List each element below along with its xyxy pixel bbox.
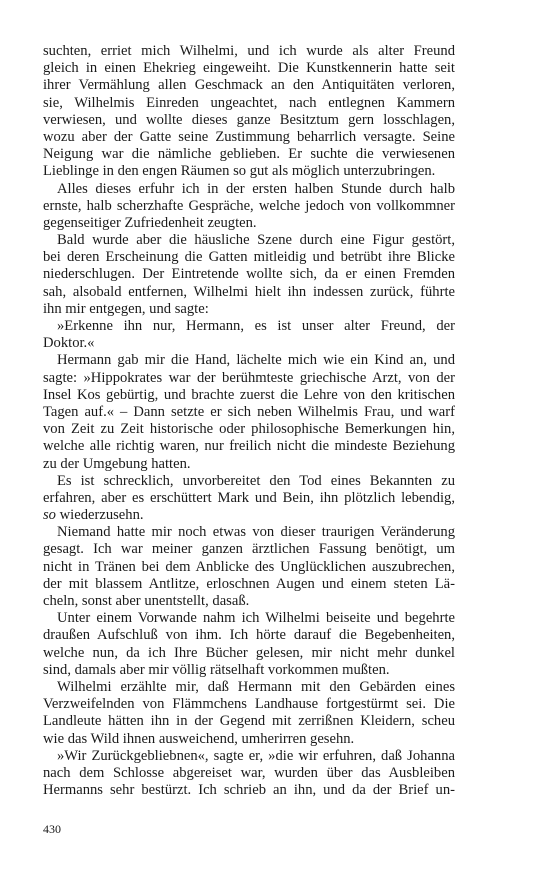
text-line: cheln, sonst aber unentstellt, dasaß. (43, 593, 250, 609)
text-line: Insel Kos gebürtig, und brachte zuerst die Lehre von den kritischen (43, 386, 455, 403)
text-line: suchten, erriet mich Wilhelmi, und ich wurde als alter Freund (43, 43, 455, 59)
text-line: welche alle richtig waren, nur freilich nicht die mindeste Beziehung (43, 438, 455, 455)
text-line: zu der Umgebung hatten. (43, 455, 191, 472)
text-line: Hermanns sehr bestürzt. Ich schrieb an ihn, und da der Brief un- (43, 782, 455, 799)
text-line: sind, damals aber mir völlig rätselhaft vorkommen mußten. (43, 661, 390, 678)
text-line: sagte: »Hippokrates war der berühmteste griechische Arzt, von der (43, 369, 455, 386)
text-line: verwiesen, und wollte dieses ganze Besitztum gern losschlagen, (43, 111, 455, 128)
text-line: Unter einem Vorwande nahm ich Wilhelmi beiseite und begehrte (57, 610, 455, 627)
text-line: sie, Wilhelmis Einreden ungeachtet, nach entlegnen Kammern (43, 94, 455, 111)
text-line: welche nun, da ich Ihre Bücher gelesen, mir nicht mehr dunkel (43, 644, 455, 661)
text-line: niederschlugen. Der Eintretende wollte sich, da er einen Fremden (43, 266, 455, 283)
text-line: Hermann gab mir die Hand, lächelte mich wie ein Kind an, und (57, 352, 455, 369)
text-line: Lieblinge in den engen Räumen so gut als möglich unterzubringen. (43, 163, 436, 180)
text-line: gleich in einen Ehekrieg eingeweiht. Die Kunstkennerin hatte seit (43, 60, 455, 77)
text-line (43, 507, 455, 524)
text-line: der mit blassem Antlitze, erloschnen Augen und einem steten Lä- (43, 575, 455, 592)
text-line: wie das Wild ihnen ausweichend, umherirren gesehn. (43, 730, 355, 747)
text-line: von Zeit zu Zeit historische oder philosophische Bemerkungen hin, (43, 421, 455, 438)
text-line: ernste, halb scherzhafte Gespräche, welche jedoch von vollkommner (43, 197, 455, 214)
text-line: Verzweifelnden von Flämmchens Landhause fortgestürmt sei. Die (43, 696, 455, 713)
text-line: wozu aber der Gatte seine Zustimmung beharrlich versagte. Seine (43, 128, 455, 145)
text-line: nicht in Tränen bei dem Anblicke des Unglücklichen auszubrechen, (43, 558, 455, 575)
page-number: 430 (43, 822, 61, 836)
text-line: Tagen auf.« – Dann setzte er sich neben Wilhelmis Frau, und warf (43, 403, 455, 420)
text-line: »Erkenne ihn nur, Hermann, es ist unser alter Freund, der (57, 318, 455, 334)
text-line: sah, alsobald entfernen, Wilhelmi hielt ihn indessen zurück, führte (43, 283, 455, 300)
italic-emphasis: so (43, 507, 56, 524)
text-line: Neigung war die nämliche geblieben. Er suchte die verwiesenen (43, 146, 455, 163)
text-line: Landleute hätten ihn in der Gegend mit zerrißnen Kleidern, scheu (43, 713, 455, 730)
text-line: Wilhelmi erzählte mir, daß Hermann mit den Gebärden eines (57, 678, 455, 695)
text-line: Bald wurde aber die häusliche Szene durch eine Figur gestört, (57, 232, 455, 249)
text-line: gegenseitiger Zufriedenheit zeugten. (43, 214, 257, 231)
line-text: wiederzusehn. (59, 507, 144, 524)
text-line: bei deren Erscheinung die Gatten mitleidig und betrübt ihre Blicke (43, 249, 455, 266)
text-line: Es ist schrecklich, unvorbereitet den Tod eines Bekannten zu (57, 472, 455, 489)
text-line: ihrer Vermählung allen Geschmack an den Antiquitäten verloren, (43, 77, 455, 94)
text-line: »Wir Zurückgebliebnen«, sagte er, »die wir erfuhren, daß Johanna (57, 747, 455, 764)
text-line: Doktor.« (43, 335, 95, 352)
text-line: ihn mir entgegen, und sagte: (43, 300, 209, 317)
text-line: gesagt. Ich war meiner ganzen ärztlichen Fassung benötigt, um (43, 541, 455, 558)
text-line: erfahren, aber es erschüttert Mark und Bein, ihn plötzlich lebendig, (43, 489, 455, 506)
text-line: Niemand hatte mir noch etwas von dieser traurigen Veränderung (57, 524, 455, 541)
text-line: Alles dieses erfuhr ich in der ersten halben Stunde durch halb (57, 180, 455, 197)
body-text (43, 43, 455, 799)
text-line: nach dem Schlosse abgereiset war, wurden über das Ausbleiben (43, 764, 455, 781)
text-line: draußen Aufschluß von ihm. Ich hörte darauf die Begebenheiten, (43, 627, 455, 644)
